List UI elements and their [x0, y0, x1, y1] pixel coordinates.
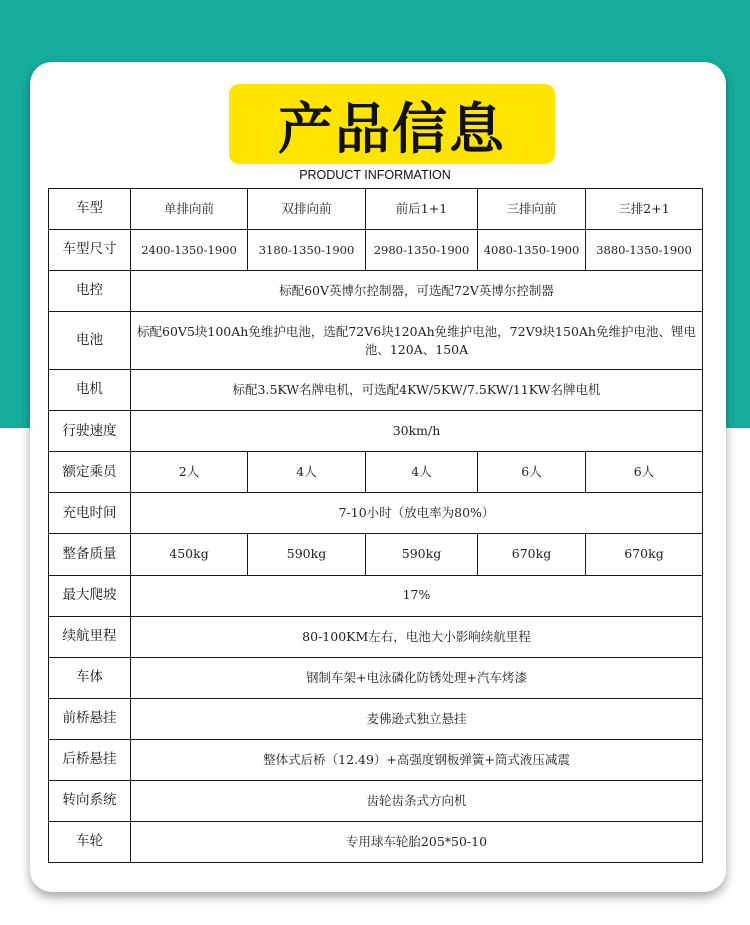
- table-row-header: [49, 189, 703, 230]
- spec-table: [48, 188, 703, 863]
- row-label: 整备质量: [49, 534, 131, 575]
- value-cell: 590kg: [366, 534, 478, 575]
- table-row-body: [49, 657, 703, 698]
- model-cell: 前后1+1: [366, 189, 478, 230]
- table-row-dimensions: [49, 230, 703, 271]
- value-cell: 标配60V英博尔控制器，可选配72V英博尔控制器: [131, 271, 703, 312]
- table-row-battery: [49, 312, 703, 370]
- table-row-front-suspension: [49, 698, 703, 739]
- value-cell: 标配60V5块100Ah免维护电池，选配72V6块120Ah免维护电池，72V9块150Ah免维护电池、锂电池、120A、150A: [131, 312, 703, 370]
- row-label: 车型: [49, 189, 131, 230]
- row-label: 车轮: [49, 821, 131, 862]
- value-cell: 670kg: [478, 534, 586, 575]
- table-row-speed: [49, 411, 703, 452]
- value-cell: 4080-1350-1900: [478, 230, 586, 271]
- row-label: 续航里程: [49, 616, 131, 657]
- table-row-range: [49, 616, 703, 657]
- row-label: 电池: [49, 312, 131, 370]
- table-row-steering: [49, 780, 703, 821]
- value-cell: 钢制车架+电泳磷化防锈处理+汽车烤漆: [131, 657, 703, 698]
- value-cell: 2400-1350-1900: [131, 230, 248, 271]
- value-cell: 2人: [131, 452, 248, 493]
- table-row-weight: [49, 534, 703, 575]
- row-label: 电机: [49, 370, 131, 411]
- value-cell: 齿轮齿条式方向机: [131, 780, 703, 821]
- table-row-seats: [49, 452, 703, 493]
- value-cell: 80-100KM左右，电池大小影响续航里程: [131, 616, 703, 657]
- value-cell: 30km/h: [131, 411, 703, 452]
- value-cell: 6人: [478, 452, 586, 493]
- model-cell: 三排2+1: [586, 189, 703, 230]
- value-cell: 450kg: [131, 534, 248, 575]
- row-label: 车型尺寸: [49, 230, 131, 271]
- row-label: 行驶速度: [49, 411, 131, 452]
- row-label: 后桥悬挂: [49, 739, 131, 780]
- value-cell: 4人: [366, 452, 478, 493]
- row-label: 充电时间: [49, 493, 131, 534]
- value-cell: 7-10小时（放电率为80%）: [131, 493, 703, 534]
- table-row-controller: [49, 271, 703, 312]
- value-cell: 麦佛逊式独立悬挂: [131, 698, 703, 739]
- value-cell: 2980-1350-1900: [366, 230, 478, 271]
- row-label: 转向系统: [49, 780, 131, 821]
- page-title: 产品信息: [277, 96, 506, 161]
- value-cell: 590kg: [248, 534, 366, 575]
- value-cell: 4人: [248, 452, 366, 493]
- title-banner: [229, 84, 555, 164]
- table-row-charge-time: [49, 493, 703, 534]
- value-cell: 整体式后桥（12.49）+高强度钢板弹簧+筒式液压减震: [131, 739, 703, 780]
- table-row-wheels: [49, 821, 703, 862]
- row-label: 电控: [49, 271, 131, 312]
- row-label: 最大爬坡: [49, 575, 131, 616]
- table-row-max-grade: [49, 575, 703, 616]
- model-cell: 单排向前: [131, 189, 248, 230]
- value-cell: 标配3.5KW名牌电机，可选配4KW/5KW/7.5KW/11KW名牌电机: [131, 370, 703, 411]
- table-row-motor: [49, 370, 703, 411]
- value-cell: 6人: [586, 452, 703, 493]
- value-cell: 3880-1350-1900: [586, 230, 703, 271]
- page-subtitle: PRODUCT INFORMATION: [299, 168, 451, 182]
- model-cell: 双排向前: [248, 189, 366, 230]
- row-label: 额定乘员: [49, 452, 131, 493]
- model-cell: 三排向前: [478, 189, 586, 230]
- value-cell: 670kg: [586, 534, 703, 575]
- value-cell: 专用球车轮胎205*50-10: [131, 821, 703, 862]
- row-label: 车体: [49, 657, 131, 698]
- row-label: 前桥悬挂: [49, 698, 131, 739]
- value-cell: 17%: [131, 575, 703, 616]
- value-cell: 3180-1350-1900: [248, 230, 366, 271]
- table-row-rear-suspension: [49, 739, 703, 780]
